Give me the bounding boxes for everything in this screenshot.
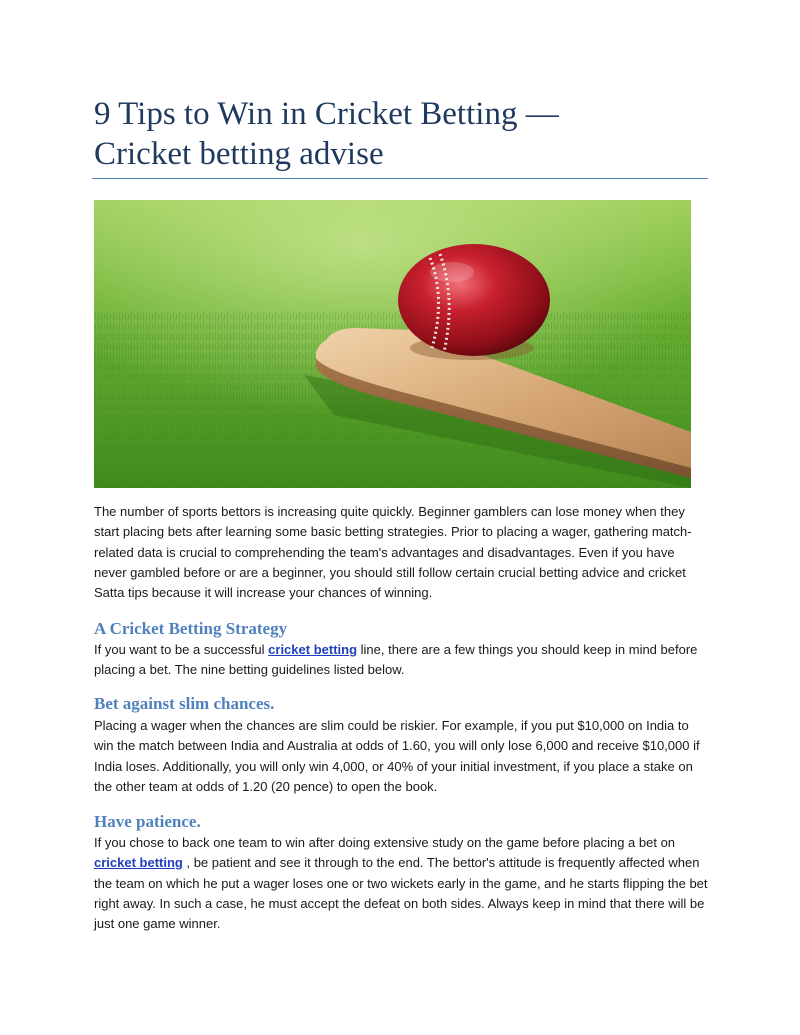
title-underline (92, 178, 708, 179)
patience-text-before: If you chose to back one team to win after doing extensive study on the game before placing a bet on (94, 835, 676, 850)
section-heading-strategy: A Cricket Betting Strategy (94, 619, 288, 638)
strategy-paragraph (94, 640, 708, 681)
slim-chances-paragraph: Placing a wager when the chances are slim could be riskier. For example, if you put $10,000 on India to win the match between India and Australia at odds of 1.60, you will only lose 6,000 and receive $10,000 if India loses. Additionally, you will only win 4,000, or 40% of your initial investment, if you place a stake on the other team at odds of 1.20 (20 pence) to open the book. (94, 718, 700, 794)
section-heading-slim-chances: Bet against slim chances. (94, 694, 275, 713)
title-line-1: 9 Tips to Win in Cricket Betting — (94, 96, 559, 132)
strategy-text-after: line, there are a few things you should keep in mind before placing a bet. The nine betting guidelines listed below. (94, 642, 698, 678)
page-title (94, 94, 694, 174)
cricket-betting-link-2[interactable]: cricket betting (94, 855, 183, 871)
patience-paragraph (94, 833, 708, 934)
title-line-2: Cricket betting advise (94, 136, 384, 172)
cricket-ball-on-bat-image (94, 200, 691, 488)
patience-text-after: , be patient and see it through to the end. The bettor's attitude is frequently affected when the team on which he put a wager loses one or two wickets early in the game, and he starts flipping the bet right away. In such a case, he must accept the defeat on both sides. Always keep in mind that there will be just one game winner. (94, 855, 708, 932)
section-heading-patience: Have patience. (94, 812, 201, 831)
cricket-betting-link[interactable]: cricket betting (268, 642, 358, 657)
strategy-text-before: If you want to be a successful (94, 642, 269, 657)
intro-paragraph: The number of sports bettors is increasing quite quickly. Beginner gamblers can lose money when they start placing bets after learning some basic betting strategies. Prior to placing a wager, gathering match-related data is crucial to comprehending the team's advantages and disadvantages. Even if you have never gambled before or are a beginner, you should still follow certain crucial betting advice and cricket Satta tips because it will increase your chances of winning. (94, 504, 692, 601)
